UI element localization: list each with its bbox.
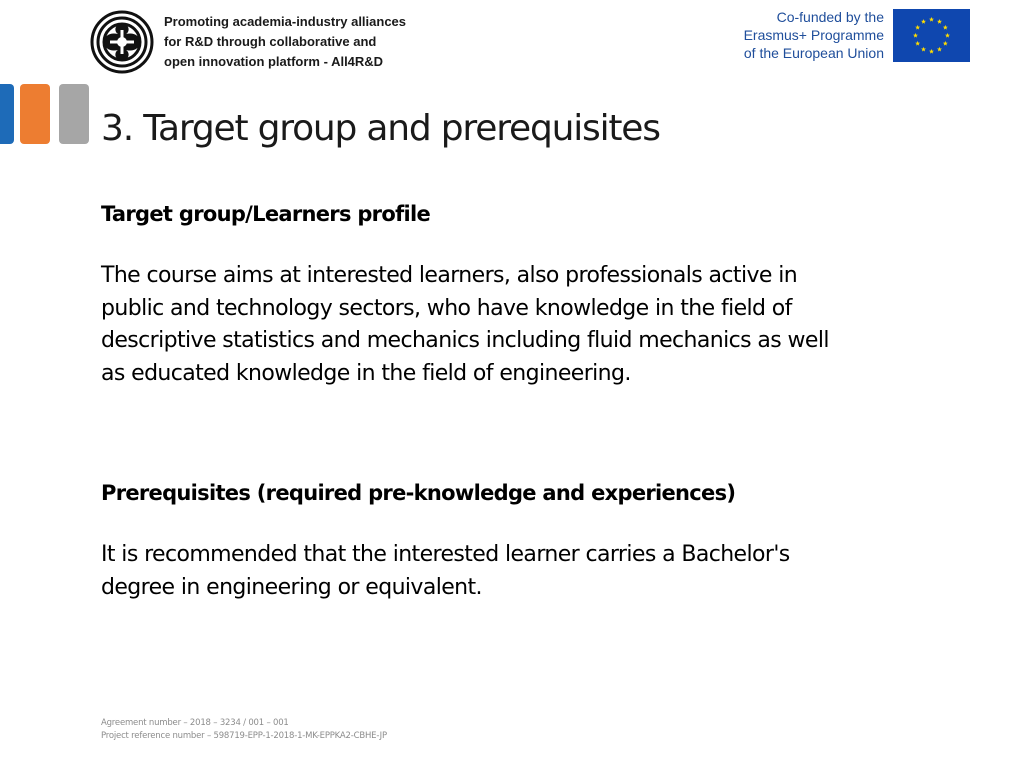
paragraph-line: It is recommended that the interested learner carries a Bachelor's <box>101 542 790 567</box>
all4rd-logo <box>90 10 154 74</box>
target-group-paragraph <box>101 260 961 390</box>
project-name-line: open innovation platform - All4R&D <box>164 54 384 69</box>
eu-flag-icon <box>893 9 970 62</box>
eu-cofunding-text <box>714 8 884 62</box>
footer <box>101 717 387 743</box>
prerequisites-paragraph <box>101 539 961 604</box>
decor-bar-orange <box>20 84 50 144</box>
section-heading-target-group: Target group/Learners profile <box>101 202 431 226</box>
slide-title: 3. Target group and prerequisites <box>101 108 660 149</box>
agreement-number: Agreement number – 2018 – 3234 / 001 – 001 <box>101 718 289 728</box>
section-heading-prerequisites: Prerequisites (required pre-knowledge and experiences) <box>101 481 736 505</box>
project-reference-number: Project reference number – 598719-EPP-1-2018-1-MK-EPPKA2-CBHE-JP <box>101 731 387 741</box>
eu-text-line: Co-funded by the <box>776 9 884 25</box>
paragraph-line: descriptive statistics and mechanics including fluid mechanics as well <box>101 328 829 353</box>
paragraph-line: public and technology sectors, who have knowledge in the field of <box>101 295 792 321</box>
decor-bar-blue <box>0 84 14 144</box>
paragraph-line: The course aims at interested learners, also professionals active in <box>101 263 798 288</box>
project-name <box>164 12 464 72</box>
decor-bar-gray <box>59 84 89 144</box>
eu-text-line: of the European Union <box>743 45 884 61</box>
project-name-line: Promoting academia-industry alliances <box>164 14 407 29</box>
project-name-line: for R&D through collaborative and <box>164 34 377 49</box>
paragraph-line: degree in engineering or equivalent. <box>101 574 482 600</box>
paragraph-line: as educated knowledge in the field of engineering. <box>101 360 631 386</box>
eu-text-line: Erasmus+ Programme <box>743 27 884 43</box>
